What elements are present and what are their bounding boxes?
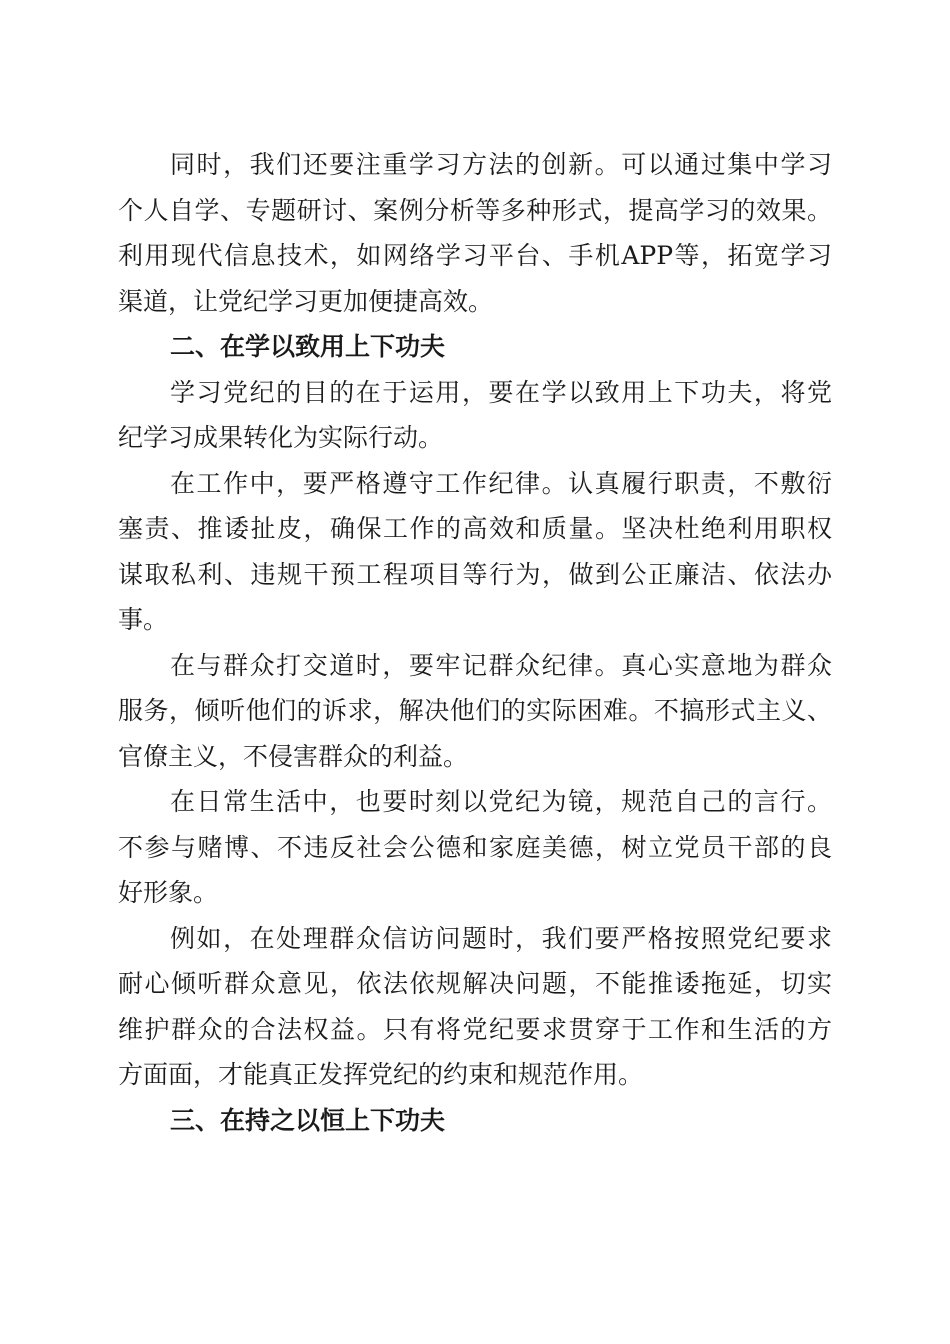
paragraph-line: 在工作中，要严格遵守工作纪律。认真履行职责，不敷衍 [170,468,832,498]
paragraph-line: 不参与赌博、不违反社会公德和家庭美德，树立党员干部的良 [118,832,832,862]
paragraph-line: 谋取私利、违规干预工程项目等行为，做到公正廉洁、依法办 [118,559,832,589]
section-heading-3: 三、在持之以恒上下功夫 [170,1105,446,1135]
paragraph-line: 维护群众的合法权益。只有将党纪要求贯穿于工作和生活的方 [118,1014,832,1044]
paragraph-mass-discipline [118,643,832,780]
paragraph-line: 事。 [118,605,169,634]
paragraph-line: 学习党纪的目的在于运用，要在学以致用上下功夫，将党 [170,377,832,407]
paragraph-study-methods [118,142,832,324]
paragraph-line: 个人自学、专题研讨、案例分析等多种形式，提高学习的效果。 [118,195,832,225]
paragraph-line: 耐心倾听群众意见，依法依规解决问题，不能推诿拖延，切实 [118,969,832,998]
paragraph-line: 塞责、推诿扯皮，确保工作的高效和质量。坚决杜绝利用职权 [118,514,832,543]
paragraph-daily-life [118,779,832,916]
paragraph-line: 渠道，让党纪学习更加便捷高效。 [118,286,494,316]
document-page [118,142,832,1143]
paragraph-line: 利用现代信息技术，如网络学习平台、手机APP等，拓宽学习 [118,241,832,270]
paragraph-line: 同时，我们还要注重学习方法的创新。可以通过集中学习 [170,150,832,179]
paragraph-line: 服务，倾听他们的诉求，解决他们的实际困难。不搞形式主义、 [118,696,832,725]
section-heading-2: 二、在学以致用上下功夫 [170,332,446,361]
paragraph-apply-purpose [118,370,832,461]
paragraph-line: 纪学习成果转化为实际行动。 [118,423,444,452]
paragraph-work-discipline [118,461,832,643]
paragraph-line: 在日常生活中，也要时刻以党纪为镜，规范自己的言行。 [170,787,832,816]
paragraph-example [118,916,832,1098]
paragraph-line: 方面面，才能真正发挥党纪的约束和规范作用。 [118,1060,644,1089]
paragraph-line: 官僚主义，不侵害群众的利益。 [118,741,469,771]
paragraph-line: 好形象。 [118,878,219,907]
paragraph-line: 例如，在处理群众信访问题时，我们要严格按照党纪要求 [170,923,832,953]
paragraph-line: 在与群众打交道时，要牢记群众纪律。真心实意地为群众 [170,650,832,680]
